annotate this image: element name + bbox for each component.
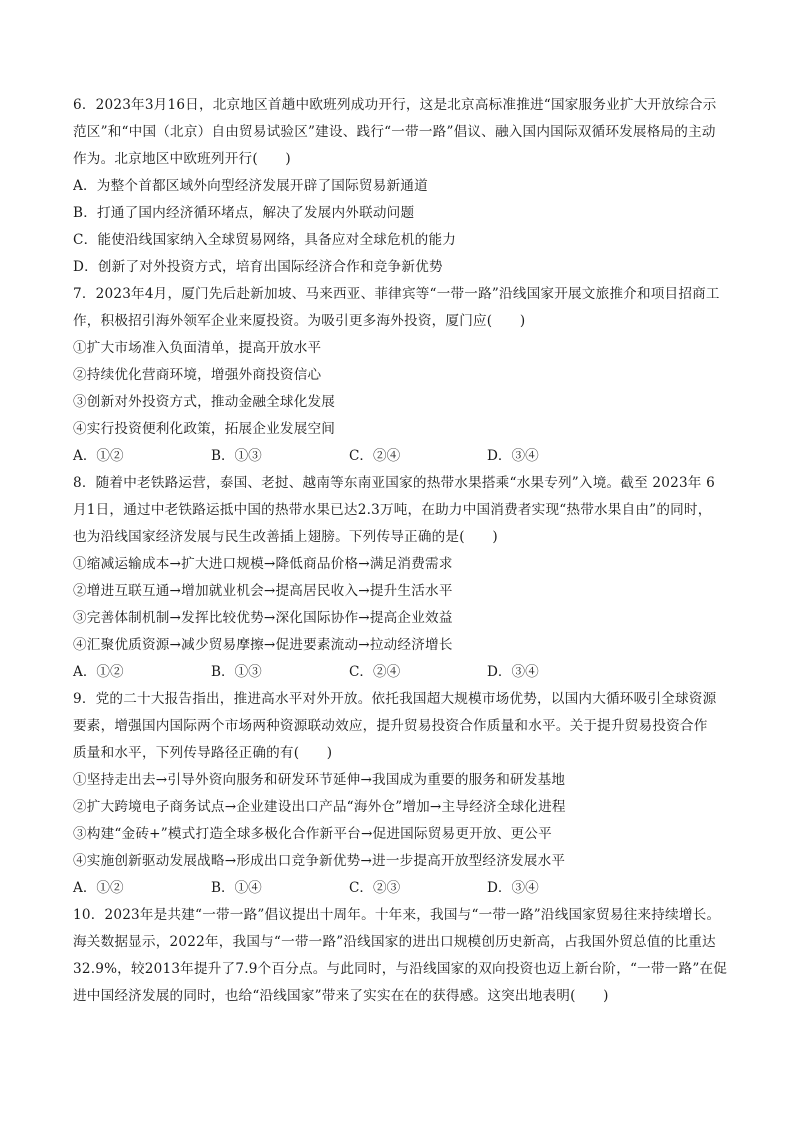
question-stem-line: 10．2023年是共建“一带一路”倡议提出十周年。十年来，我国与“一带一路”沿线国家贸易往来持续增长。 [73,907,721,923]
option-a: A．①② [73,448,124,464]
question-stem-line: 6．2023年3月16日，北京地区首趟中欧班列成功开行，这是北京高标准推进“国家服务业扩大开放综合示 [73,97,717,113]
question-stem-line: 月1日，通过中老铁路运抵中国的热带水果已达2.3万吨，在助力中国消费者实现“热带水果自由”的同时， [73,502,712,518]
question-stem-line: 8．随着中老铁路运营，泰国、老挝、越南等东南亚国家的热带水果搭乘“水果专列”入境。截至 2023年 6 [73,475,715,491]
option-d: D．③④ [487,448,539,464]
option-b: B．①④ [211,880,262,896]
option-d: D．③④ [487,664,539,680]
question-stem-line: 32.9%，较2013年提升了7.9个百分点。与此同时，与沿线国家的双向投资也迈上新台阶，“一带一路”在促 [73,961,728,977]
statement-item: ②扩大跨境电子商务试点→企业建设出口产品“海外仓”增加→主导经济全球化进程 [73,799,566,815]
question-stem-line: 进中国经济发展的同时，也给“沿线国家”带来了实实在在的获得感。这突出地表明( ) [73,988,609,1004]
choice-b: B．打通了国内经济循环堵点，解决了发展内外联动问题 [73,205,415,221]
option-a: A．①② [73,664,124,680]
statement-item: ①坚持走出去→引导外资向服务和研发环节延伸→我国成为重要的服务和研发基地 [73,772,566,788]
option-b: B．①③ [211,664,262,680]
question-stem-line: 范区”和“中国（北京）自由贸易试验区”建设、践行“一带一路”倡议、融入国内国际双循环发展格局的主动 [73,124,716,140]
choice-d: D．创新了对外投资方式，培育出国际经济合作和竞争新优势 [73,259,443,275]
question-7 [73,281,733,470]
question-stem-line: 质量和水平，下列传导路径正确的有( ) [73,745,333,761]
statement-item: ④实施创新驱动发展战略→形成出口竞争新优势→进一步提高开放型经济发展水平 [73,853,566,869]
choice-c: C．能使沿线国家纳入全球贸易网络，具备应对全球危机的能力 [73,232,457,248]
question-stem-line: 作为。北京地区中欧班列开行( ) [73,151,291,167]
question-stem-line: 9．党的二十大报告指出，推进高水平对外开放。依托我国超大规模市场优势，以国内大循环吸引全球资源 [73,691,717,707]
answer-options [73,443,733,470]
option-c: C．②④ [349,664,401,680]
question-8 [73,470,733,686]
question-stem-line: 海关数据显示，2022年，我国与“一带一路”沿线国家的进出口规模创历史新高，占我国外贸总值的比重达 [73,934,716,950]
question-9 [73,686,733,902]
question-10 [73,902,733,1010]
statement-item: ④实行投资便利化政策，拓展企业发展空间 [73,421,336,437]
question-stem-line: 7．2023年4月，厦门先后赴新加坡、马来西亚、菲律宾等“一带一路”沿线国家开展文旅推介和项目招商工 [73,286,720,302]
option-d: D．③④ [487,880,539,896]
statement-item: ④汇聚优质资源→减少贸易摩擦→促进要素流动→拉动经济增长 [73,637,453,653]
choice-a: A．为整个首都区域外向型经济发展开辟了国际贸易新通道 [73,178,428,194]
answer-options [73,659,733,686]
statement-item: ①缩减运输成本→扩大进口规模→降低商品价格→满足消费需求 [73,556,453,572]
option-a: A．①② [73,880,124,896]
statement-item: ②增进互联互通→增加就业机会→提高居民收入→提升生活水平 [73,583,453,599]
question-stem-line: 也为沿线国家经济发展与民生改善插上翅膀。下列传导正确的是( ) [73,529,498,545]
statement-item: ③创新对外投资方式，推动金融全球化发展 [73,394,336,410]
statement-item: ②持续优化营商环境，增强外商投资信心 [73,367,322,383]
exam-page [73,92,733,1010]
statement-item: ③构建“金砖+”模式打造全球多极化合作新平台→促进国际贸易更开放、更公平 [73,826,552,842]
statement-item: ③完善体制机制→发挥比较优势→深化国际协作→提高企业效益 [73,610,453,626]
option-c: C．②④ [349,448,401,464]
answer-options [73,875,733,902]
question-stem-line: 要素，增强国内国际两个市场两种资源联动效应，提升贸易投资合作质量和水平。关于提升贸易投资合作 [73,718,708,734]
option-c: C．②③ [349,880,401,896]
question-stem-line: 作，积极招引海外领军企业来厦投资。为吸引更多海外投资，厦门应( ) [73,313,526,329]
statement-item: ①扩大市场准入负面清单，提高开放水平 [73,340,322,356]
question-6 [73,92,733,281]
option-b: B．①③ [211,448,262,464]
